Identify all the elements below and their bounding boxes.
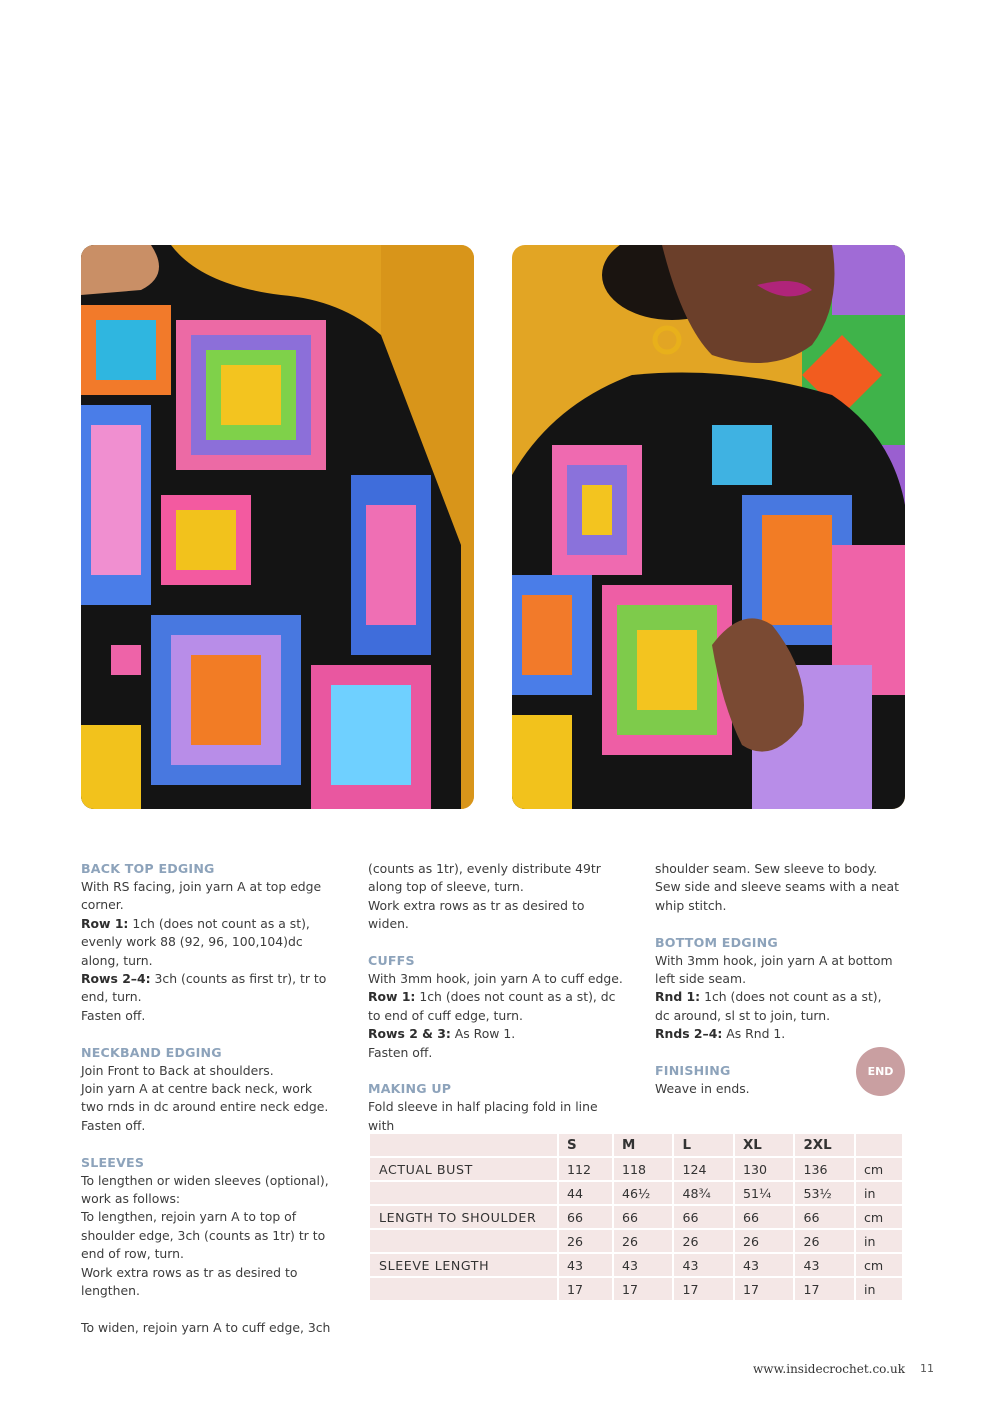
- size-header: XL: [735, 1134, 794, 1156]
- row-label: Rows 2 & 3:: [368, 1026, 451, 1042]
- sleeves-p2: To lengthen, rejoin yarn A to top of shoulder edge, 3ch (counts as 1tr) tr to end of row, turn.: [81, 1209, 326, 1262]
- table-cell: 66: [735, 1206, 794, 1228]
- row-label: LENGTH TO SHOULDER: [370, 1206, 557, 1228]
- unit-cell: cm: [856, 1206, 902, 1228]
- neckband-p1: Join Front to Back at shoulders.: [81, 1062, 274, 1078]
- end-badge: END: [856, 1047, 905, 1096]
- making-up-p2: Sew side and sleeve seams with a neat whip stitch.: [655, 879, 899, 913]
- cuffs-fasten: Fasten off.: [368, 1044, 433, 1060]
- size-header: S: [559, 1134, 612, 1156]
- table-row: [370, 1182, 902, 1204]
- table-cell: 26: [614, 1230, 673, 1252]
- row-label: [370, 1182, 557, 1204]
- table-cell: 17: [735, 1278, 794, 1300]
- table-cell: 17: [795, 1278, 854, 1300]
- table-cell: 66: [614, 1206, 673, 1228]
- sleeves-p1: To lengthen or widen sleeves (optional), work as follows:: [81, 1172, 329, 1207]
- table-cell: 51¼: [735, 1182, 794, 1204]
- cuffs-row1: [368, 988, 623, 1025]
- footer-url: www.insidecrochet.co.uk: [753, 1362, 905, 1376]
- table-cell: 46½: [614, 1182, 673, 1204]
- back-top-fasten: Fasten off.: [81, 1007, 146, 1023]
- widen-continued: (counts as 1tr), evenly distribute 49tr along top of sleeve, turn.: [368, 861, 601, 895]
- row-label: Rows 2–4:: [81, 971, 151, 987]
- row-label: [370, 1230, 557, 1252]
- size-table-corner: [370, 1134, 557, 1156]
- row-label: Rnds 2–4:: [655, 1026, 723, 1042]
- sleeves-p3: Work extra rows as tr as desired to lengthen.: [81, 1264, 298, 1299]
- size-table: [368, 1132, 904, 1302]
- table-cell: 43: [674, 1254, 733, 1276]
- table-cell: 43: [614, 1254, 673, 1276]
- table-cell: 43: [559, 1254, 612, 1276]
- table-row: [370, 1254, 902, 1276]
- making-up-continued: shoulder seam. Sew sleeve to body.: [655, 861, 878, 876]
- row-label: SLEEVE LENGTH: [370, 1254, 557, 1276]
- row-label: Rnd 1:: [655, 989, 701, 1005]
- table-cell: 66: [674, 1206, 733, 1228]
- cuffs-heading: CUFFS: [368, 953, 415, 969]
- neckband-p2: Join yarn A at centre back neck, work two rnds in dc around entire neck edge.: [81, 1081, 329, 1115]
- unit-cell: in: [856, 1230, 902, 1252]
- making-up-p1: Fold sleeve in half placing fold in line with: [368, 1099, 598, 1133]
- table-row: [370, 1158, 902, 1180]
- bottom-intro: With 3mm hook, join yarn A at bottom left side seam.: [655, 952, 893, 987]
- table-cell: 26: [559, 1230, 612, 1252]
- bottom-rnds2-4: [655, 1025, 900, 1043]
- row-text: As Rnd 1.: [722, 1026, 786, 1042]
- making-up-heading: MAKING UP: [368, 1081, 452, 1097]
- neckband-edging-heading: NECKBAND EDGING: [81, 1044, 222, 1060]
- sleeves-p4: To widen, rejoin yarn A to cuff edge, 3ch: [81, 1319, 331, 1335]
- table-cell: 118: [614, 1158, 673, 1180]
- size-header: 2XL: [795, 1134, 854, 1156]
- sleeves-heading: SLEEVES: [81, 1154, 145, 1170]
- table-cell: 43: [795, 1254, 854, 1276]
- unit-header: [856, 1134, 902, 1156]
- row-label: ACTUAL BUST: [370, 1158, 557, 1180]
- table-row: [370, 1206, 902, 1228]
- unit-cell: in: [856, 1278, 902, 1300]
- table-cell: 44: [559, 1182, 612, 1204]
- bottom-edging-heading: BOTTOM EDGING: [655, 934, 778, 950]
- table-cell: 26: [735, 1230, 794, 1252]
- size-header: M: [614, 1134, 673, 1156]
- cardigan-photo-left: [81, 245, 474, 809]
- table-cell: 26: [674, 1230, 733, 1252]
- neckband-fasten: Fasten off.: [81, 1117, 146, 1133]
- table-cell: 66: [795, 1206, 854, 1228]
- table-row: [370, 1278, 902, 1300]
- finishing-p1: Weave in ends.: [655, 1081, 750, 1097]
- cardigan-photo-right: [512, 245, 905, 809]
- cuffs-rows2-3: [368, 1025, 623, 1043]
- back-top-intro: With RS facing, join yarn A at top edge corner.: [81, 879, 322, 913]
- row-text: 3ch (counts as first tr), tr to end, turn.: [81, 971, 327, 1005]
- row-text: As Row 1.: [450, 1026, 516, 1042]
- table-cell: 130: [735, 1158, 794, 1180]
- table-cell: 124: [674, 1158, 733, 1180]
- table-cell: 26: [795, 1230, 854, 1252]
- row-label: [370, 1278, 557, 1300]
- table-cell: 17: [559, 1278, 612, 1300]
- back-top-rows2-4: [81, 970, 336, 1007]
- row-label: Row 1:: [81, 915, 129, 931]
- cuffs-intro: With 3mm hook, join yarn A to cuff edge.: [368, 971, 623, 987]
- row-text: 1ch (does not count as a st), dc around, sl st to join, turn.: [655, 989, 882, 1023]
- widen-extra: Work extra rows as tr as desired to widen.: [368, 897, 585, 932]
- back-top-row1: [81, 915, 336, 970]
- back-top-edging-heading: BACK TOP EDGING: [81, 861, 215, 876]
- table-cell: 43: [735, 1254, 794, 1276]
- unit-cell: cm: [856, 1158, 902, 1180]
- size-table-header-row: [370, 1134, 902, 1156]
- table-cell: 112: [559, 1158, 612, 1180]
- instructions-column-1: [81, 860, 336, 1337]
- row-label: Row 1:: [368, 989, 416, 1005]
- table-cell: 17: [614, 1278, 673, 1300]
- table-cell: 48¾: [674, 1182, 733, 1204]
- table-cell: 66: [559, 1206, 612, 1228]
- bottom-rnd1: [655, 988, 900, 1025]
- table-row: [370, 1230, 902, 1252]
- table-cell: 136: [795, 1158, 854, 1180]
- page-number: 11: [920, 1362, 934, 1375]
- unit-cell: cm: [856, 1254, 902, 1276]
- size-header: L: [674, 1134, 733, 1156]
- finishing-heading: FINISHING: [655, 1063, 731, 1079]
- instructions-column-2: [368, 860, 623, 1135]
- table-cell: 17: [674, 1278, 733, 1300]
- row-text: 1ch (does not count as a st), dc to end of cuff edge, turn.: [368, 989, 616, 1023]
- table-cell: 53½: [795, 1182, 854, 1204]
- unit-cell: in: [856, 1182, 902, 1204]
- row-text: 1ch (does not count as a st), evenly work 88 (92, 96, 100,104)dc along, turn.: [81, 915, 310, 968]
